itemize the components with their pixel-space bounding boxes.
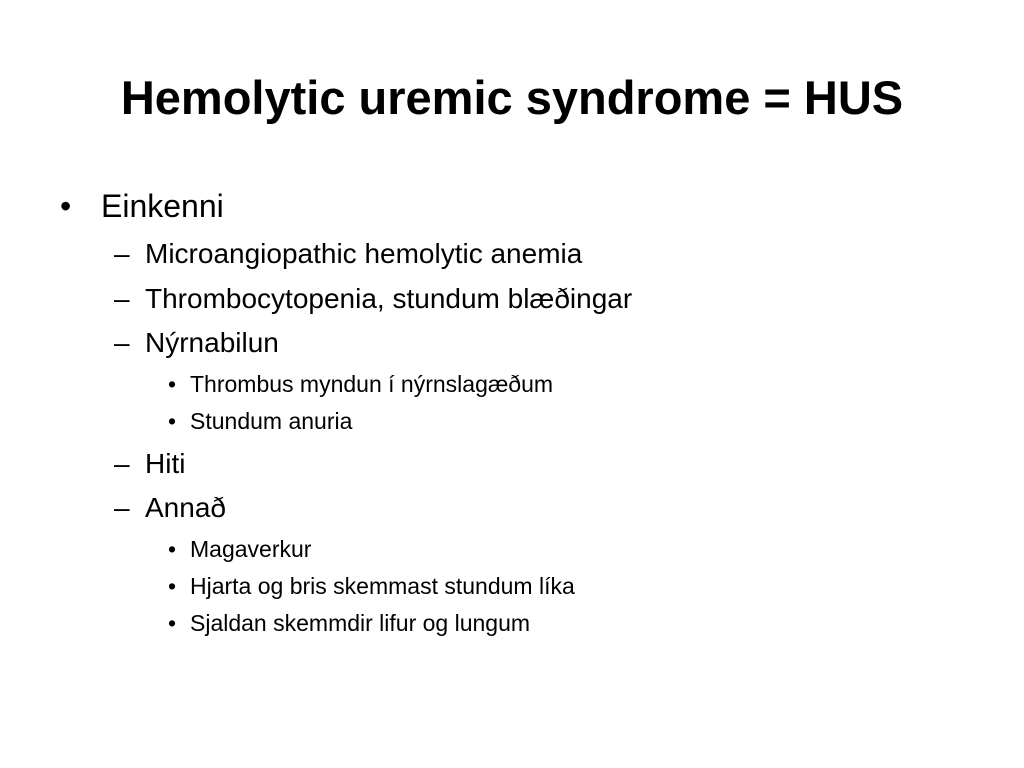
- dash-marker: –: [114, 327, 130, 358]
- sub-bullet-marker: •: [168, 408, 177, 434]
- sub-list-item-text: Magaverkur: [190, 536, 312, 562]
- dash-marker: –: [114, 448, 130, 479]
- dash-marker: –: [114, 283, 130, 314]
- dash-marker: –: [114, 492, 130, 523]
- list-item-text: Annað: [145, 492, 226, 523]
- sub-bullet-marker: •: [168, 610, 177, 636]
- sub-bullet-marker: •: [168, 371, 177, 397]
- sub-bullet-marker: •: [168, 536, 177, 562]
- sub-list-item-text: Sjaldan skemmdir lifur og lungum: [190, 610, 531, 636]
- sub-bullet-marker: •: [168, 573, 177, 599]
- list-item-text: Nýrnabilun: [145, 327, 279, 358]
- bullet-text: Einkenni: [101, 188, 224, 224]
- list-item-text: Hiti: [145, 448, 186, 479]
- list-item-text: Microangiopathic hemolytic anemia: [145, 238, 583, 269]
- bullet-marker: •: [60, 188, 72, 224]
- slide-title: Hemolytic uremic syndrome = HUS: [120, 71, 904, 124]
- list-item-text: Thrombocytopenia, stundum blæðingar: [145, 283, 633, 314]
- sub-list-item-text: Stundum anuria: [190, 408, 353, 434]
- sub-list-item-text: Hjarta og bris skemmast stundum líka: [190, 573, 575, 599]
- sub-list-item-text: Thrombus myndun í nýrnslagæðum: [190, 371, 554, 397]
- dash-marker: –: [114, 238, 130, 269]
